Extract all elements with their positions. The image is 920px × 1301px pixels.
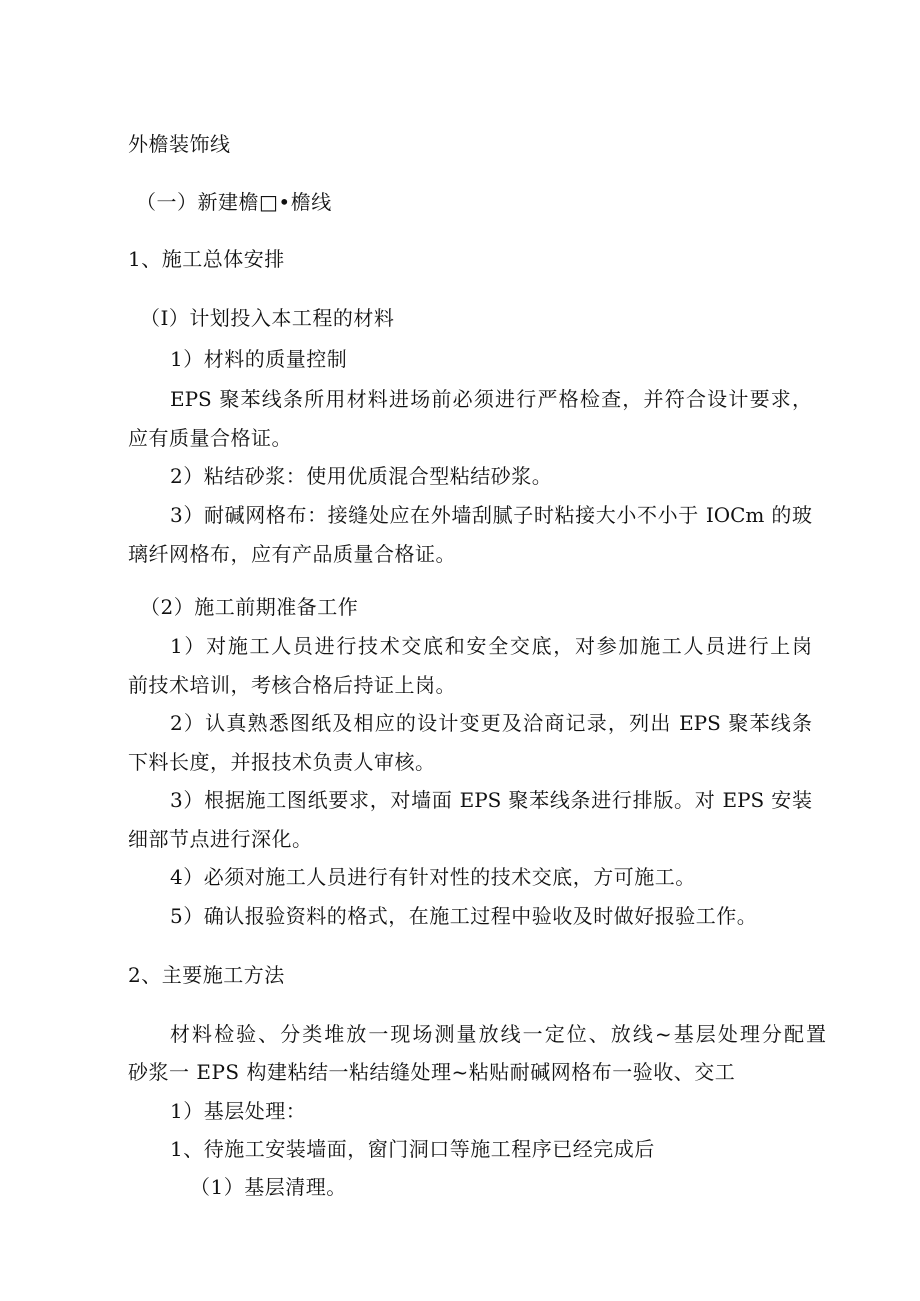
item-technical-briefing: 4）必须对施工人员进行有针对性的技术交底，方可施工。 — [170, 865, 696, 889]
paragraph-line: 2）认真熟悉图纸及相应的设计变更及洽商记录，列出 EPS 聚苯线条 — [170, 711, 812, 735]
document-title: 外檐装饰线 — [128, 132, 231, 156]
paragraph-line: EPS 聚苯线条所用材料进场前必须进行严格检查，并符合设计要求， — [170, 387, 812, 411]
item-quality-control-heading: 1）材料的质量控制 — [170, 347, 348, 371]
section-subtitle: （一）新建檐□•檐线 — [136, 190, 332, 214]
paragraph-line: 应有质量合格证。 — [128, 426, 292, 450]
item-inspection-records: 5）确认报验资料的格式，在施工过程中验收及时做好报验工作。 — [170, 904, 758, 928]
item-mortar: 2）粘结砂浆：使用优质混合型粘结砂浆。 — [170, 464, 553, 488]
step-base-cleaning: （1）基层清理。 — [190, 1175, 347, 1199]
paragraph-line: 细部节点进行深化。 — [128, 827, 313, 851]
paragraph-line: 3）根据施工图纸要求，对墙面 EPS 聚苯线条进行排版。对 EPS 安装 — [170, 788, 812, 812]
paragraph-line: 材料检验、分类堆放一现场测量放线一定位、放线~基层处理分配置 — [170, 1022, 826, 1046]
paragraph-line: 前技术培训，考核合格后持证上岗。 — [128, 673, 456, 697]
section-heading-2: 2、主要施工方法 — [128, 963, 285, 987]
paragraph-line: 砂浆一 EPS 构建粘结一粘结缝处理~粘贴耐碱网格布一验收、交工 — [128, 1060, 736, 1084]
step-precondition: 1、待施工安装墙面，窗门洞口等施工程序已经完成后 — [170, 1137, 655, 1161]
paragraph-line: 1）对施工人员进行技术交底和安全交底，对参加施工人员进行上岗 — [170, 634, 812, 658]
paragraph-line: 3）耐碱网格布：接缝处应在外墙刮腻子时粘接大小不小于 IOCm 的玻 — [170, 503, 812, 527]
subsection-heading-materials: （I）计划投入本工程的材料 — [140, 306, 395, 330]
paragraph-line: 璃纤网格布，应有产品质量合格证。 — [128, 542, 456, 566]
paragraph-line: 下料长度，并报技术负责人审核。 — [128, 750, 436, 774]
subsection-heading-preparation: （2）施工前期准备工作 — [140, 595, 359, 619]
step-base-treatment: 1）基层处理： — [170, 1099, 307, 1123]
section-heading-1: 1、施工总体安排 — [128, 247, 285, 271]
